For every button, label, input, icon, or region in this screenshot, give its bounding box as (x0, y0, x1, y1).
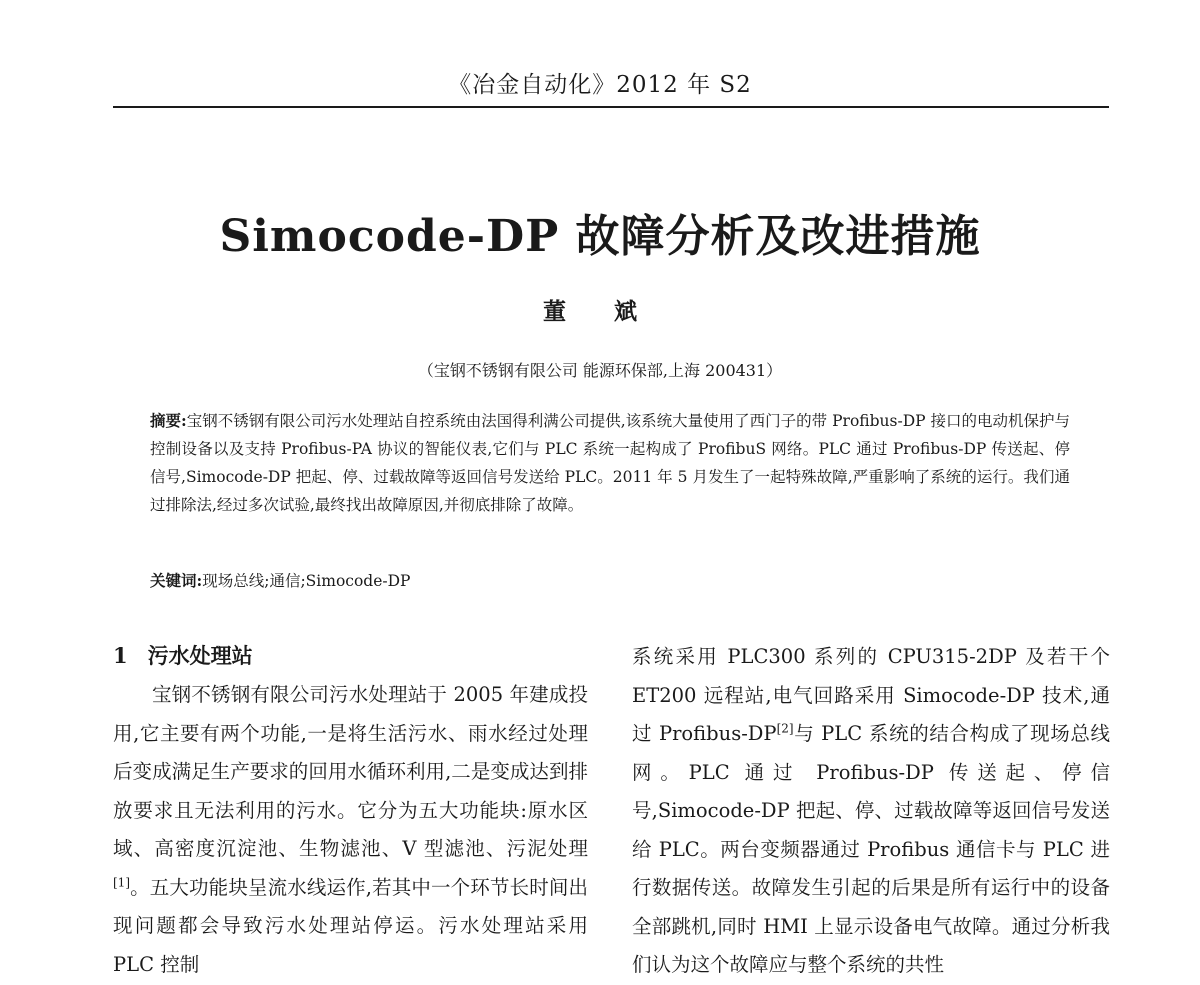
abstract-text: 宝钢不锈钢有限公司污水处理站自控系统由法国得利满公司提供,该系统大量使用了西门子的带 Profibus-DP 接口的电动机保护与控制设备以及支持 Profibus-PA 协议的智能仪表,它们与 PLC 系统一起构成了 ProfibuS 网络。PLC 通过 Profibus-DP 传送起、停信号,Simocode-DP 把起、停、过载故障等返回信号发送给 PLC。2011 年 5 月发生了一起特殊故障,严重影响了系统的运行。我们通过排除法,经过多次试验,最终找出故障原因,并彻底排除了故障。 (150, 412, 1070, 514)
journal-header: 《冶金自动化》2012 年 S2 (448, 72, 752, 98)
abstract-label: 摘要: (150, 411, 187, 430)
paper-title: Simocode-DP 故障分析及改进措施 (219, 211, 981, 262)
section-title: 污水处理站 (147, 643, 253, 668)
right-text-1: 系统采用 PLC300 系列的 CPU315-2DP 及若干个 ET200 远程站,电气回路采用 Simocode-DP 技术,通过 Profibus-DP (632, 645, 1110, 745)
citation-ref-2: [2] (776, 721, 794, 736)
author-name: 董 斌 (542, 298, 657, 325)
citation-ref-1: [1] (113, 875, 130, 889)
body-column-right (632, 638, 1110, 985)
section-heading (113, 640, 253, 670)
body-column-left (113, 676, 588, 984)
keywords (150, 567, 1070, 595)
right-text-2: 与 PLC 系统的结合构成了现场总线网。PLC 通过 Profibus-DP 传送起、停信号,Simocode-DP 把起、停、过载故障等返回信号发送给 PLC。两台变频器通过 Profibus 通信卡与 PLC 进行数据传送。故障发生引起的后果是所有运行中的设备全部跳机,同时 HMI 上显示设备电气故障。通过分析我们认为这个故障应与整个系统的共性 (632, 722, 1111, 976)
header-rule (113, 106, 1109, 108)
left-text-1: 宝钢不锈钢有限公司污水处理站于 2005 年建成投用,它主要有两个功能,一是将生活污水、雨水经过处理后变成满足生产要求的回用水循环利用,二是变成达到排放要求且无法利用的污水。它分为五大功能块:原水区域、高密度沉淀池、生物滤池、V 型滤池、污泥处理 (113, 683, 588, 860)
keywords-text: 现场总线;通信;Simocode-DP (202, 572, 411, 590)
keywords-label: 关键词: (150, 571, 203, 590)
affiliation: （宝钢不锈钢有限公司 能源环保部,上海 200431） (417, 361, 783, 380)
abstract (150, 407, 1070, 519)
section-number: 1 (113, 643, 128, 668)
left-text-2: 。五大功能块呈流水线运作,若其中一个环节长时间出现问题都会导致污水处理站停运。污水处理站采用 PLC 控制 (113, 875, 588, 976)
